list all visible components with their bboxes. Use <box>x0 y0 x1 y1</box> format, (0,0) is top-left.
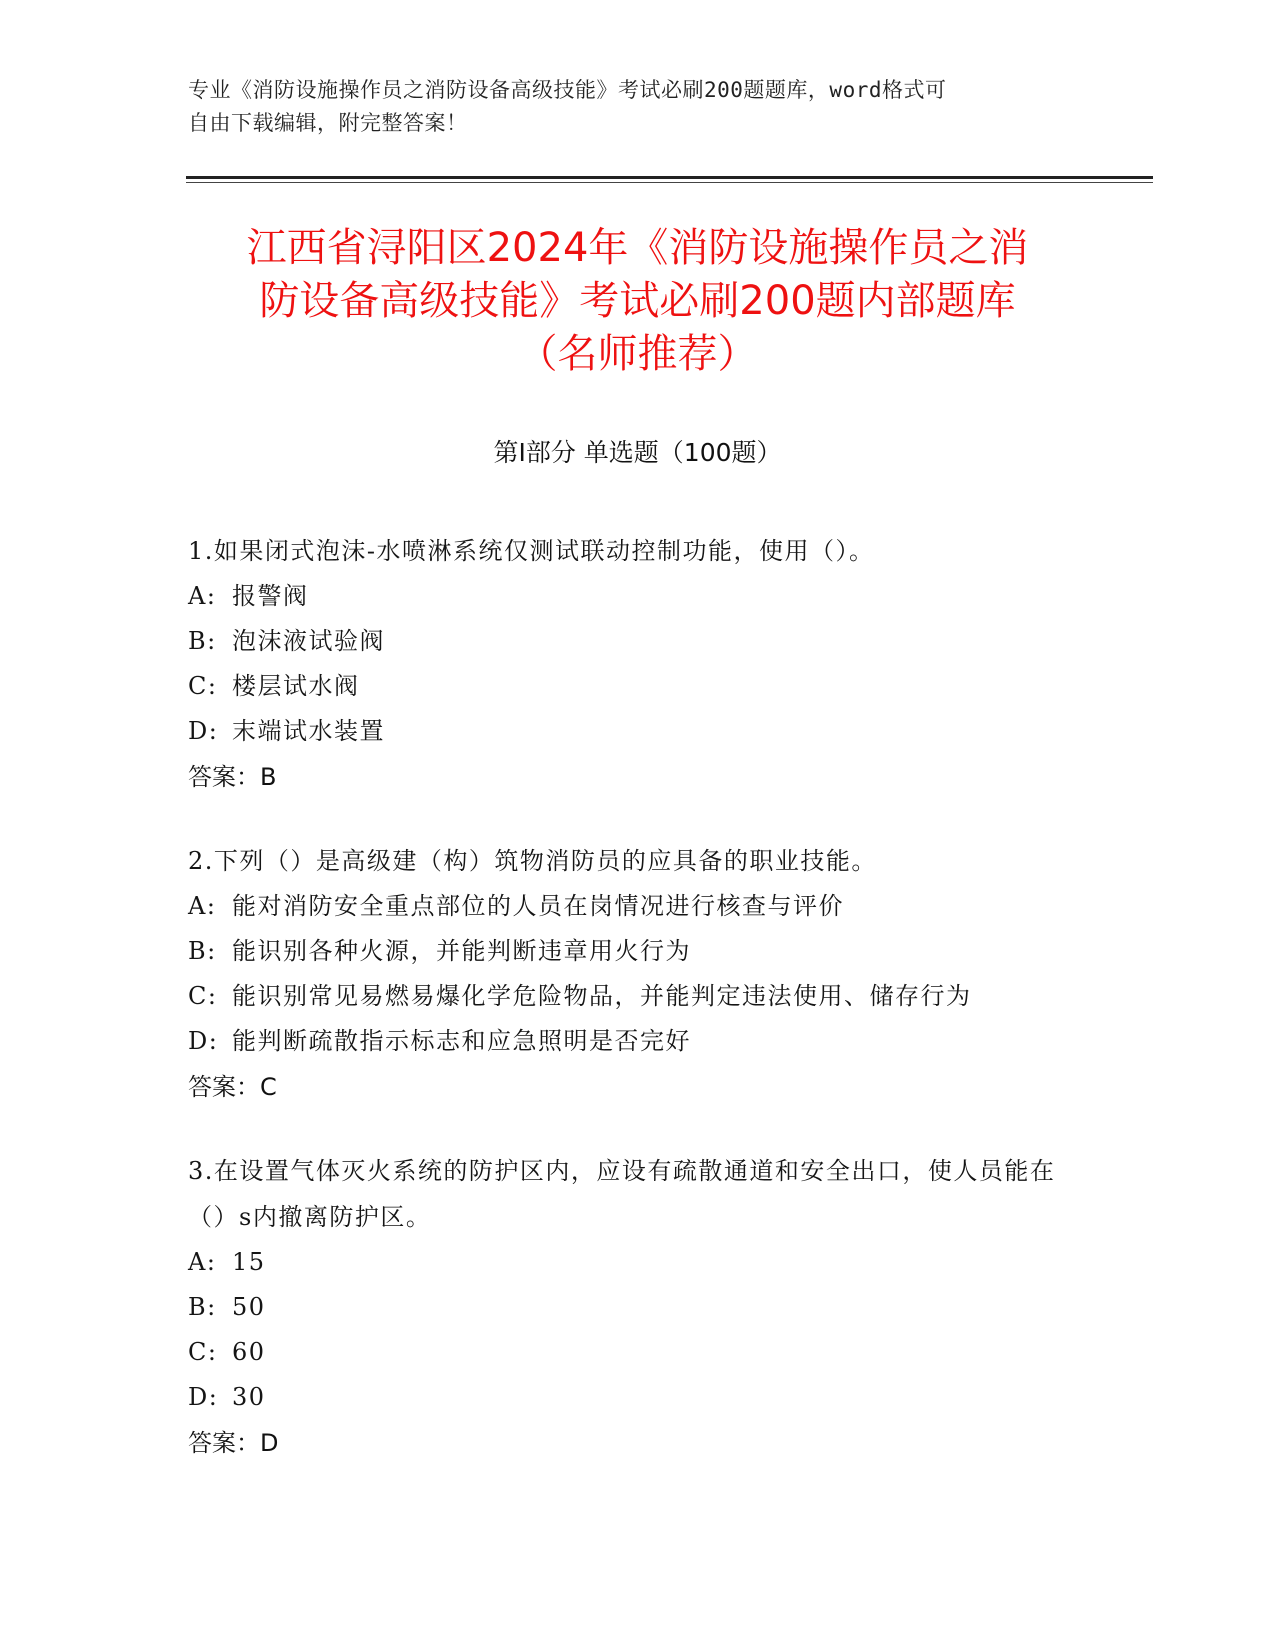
option-text: 楼层试水阀 <box>232 672 360 700</box>
option-a <box>188 884 1088 929</box>
option-text: 泡沫液试验阀 <box>232 627 385 655</box>
header-note-line-2: 自由下载编辑，附完整答案！ <box>188 111 468 135</box>
option-letter: B: <box>188 937 217 965</box>
option-letter: C: <box>188 672 218 700</box>
option-letter: B: <box>188 1293 217 1321</box>
question-stem: 2.下列（）是高级建（构）筑物消防员的应具备的职业技能。 <box>188 847 877 875</box>
option-a <box>188 574 1088 619</box>
option-letter: A: <box>188 1248 217 1276</box>
option-c <box>188 1330 1088 1375</box>
option-text: 50 <box>232 1293 266 1321</box>
question-3 <box>188 1148 1088 1466</box>
option-a <box>188 1240 1088 1285</box>
section-title: 第I部分 单选题（100题） <box>493 438 782 467</box>
document-title-line-3: （名师推荐） <box>517 331 758 377</box>
option-c <box>188 664 1088 709</box>
option-b <box>188 1285 1088 1330</box>
option-text: 能识别各种火源，并能判断违章用火行为 <box>232 937 691 965</box>
option-letter: C: <box>188 982 218 1010</box>
header-divider-thin <box>186 182 1153 183</box>
option-d <box>188 1019 1088 1064</box>
option-d <box>188 1375 1088 1420</box>
question-list <box>188 528 1088 1504</box>
option-c <box>188 974 1088 1019</box>
option-b <box>188 929 1088 974</box>
answer-line: 答案：C <box>188 1073 277 1101</box>
document-title-line-2: 防设备高级技能》考试必刷200题内部题库 <box>259 278 1016 324</box>
question-1 <box>188 528 1088 800</box>
option-text: 能识别常见易燃易爆化学危险物品，并能判定违法使用、储存行为 <box>232 982 972 1010</box>
question-2 <box>188 838 1088 1110</box>
header-note <box>188 74 1078 140</box>
answer-line: 答案：D <box>188 1429 279 1457</box>
option-letter: D: <box>188 1383 219 1411</box>
document-title-line-1: 江西省浔阳区2024年《消防设施操作员之消 <box>246 225 1029 271</box>
option-b <box>188 619 1088 664</box>
option-letter: D: <box>188 1027 219 1055</box>
option-letter: C: <box>188 1338 218 1366</box>
option-text: 60 <box>232 1338 266 1366</box>
option-letter: A: <box>188 892 217 920</box>
option-text: 30 <box>232 1383 266 1411</box>
option-text: 15 <box>232 1248 266 1276</box>
header-note-line-1: 专业《消防设施操作员之消防设备高级技能》考试必刷200题题库，word格式可 <box>188 78 947 102</box>
option-text: 能判断疏散指示标志和应急照明是否完好 <box>232 1027 691 1055</box>
document-title <box>150 222 1125 381</box>
option-letter: A: <box>188 582 217 610</box>
option-text: 报警阀 <box>232 582 309 610</box>
option-d <box>188 709 1088 754</box>
question-stem: 1.如果闭式泡沫-水喷淋系统仅测试联动控制功能，使用（）。 <box>188 537 875 565</box>
option-text: 能对消防安全重点部位的人员在岗情况进行核查与评价 <box>232 892 844 920</box>
header-divider-thick <box>186 176 1153 179</box>
question-stem: 3.在设置气体灭火系统的防护区内，应设有疏散通道和安全出口，使人员能在（）s内撤离防护区。 <box>188 1157 1056 1231</box>
option-letter: D: <box>188 717 219 745</box>
option-letter: B: <box>188 627 217 655</box>
option-text: 末端试水装置 <box>232 717 385 745</box>
answer-line: 答案：B <box>188 763 277 791</box>
